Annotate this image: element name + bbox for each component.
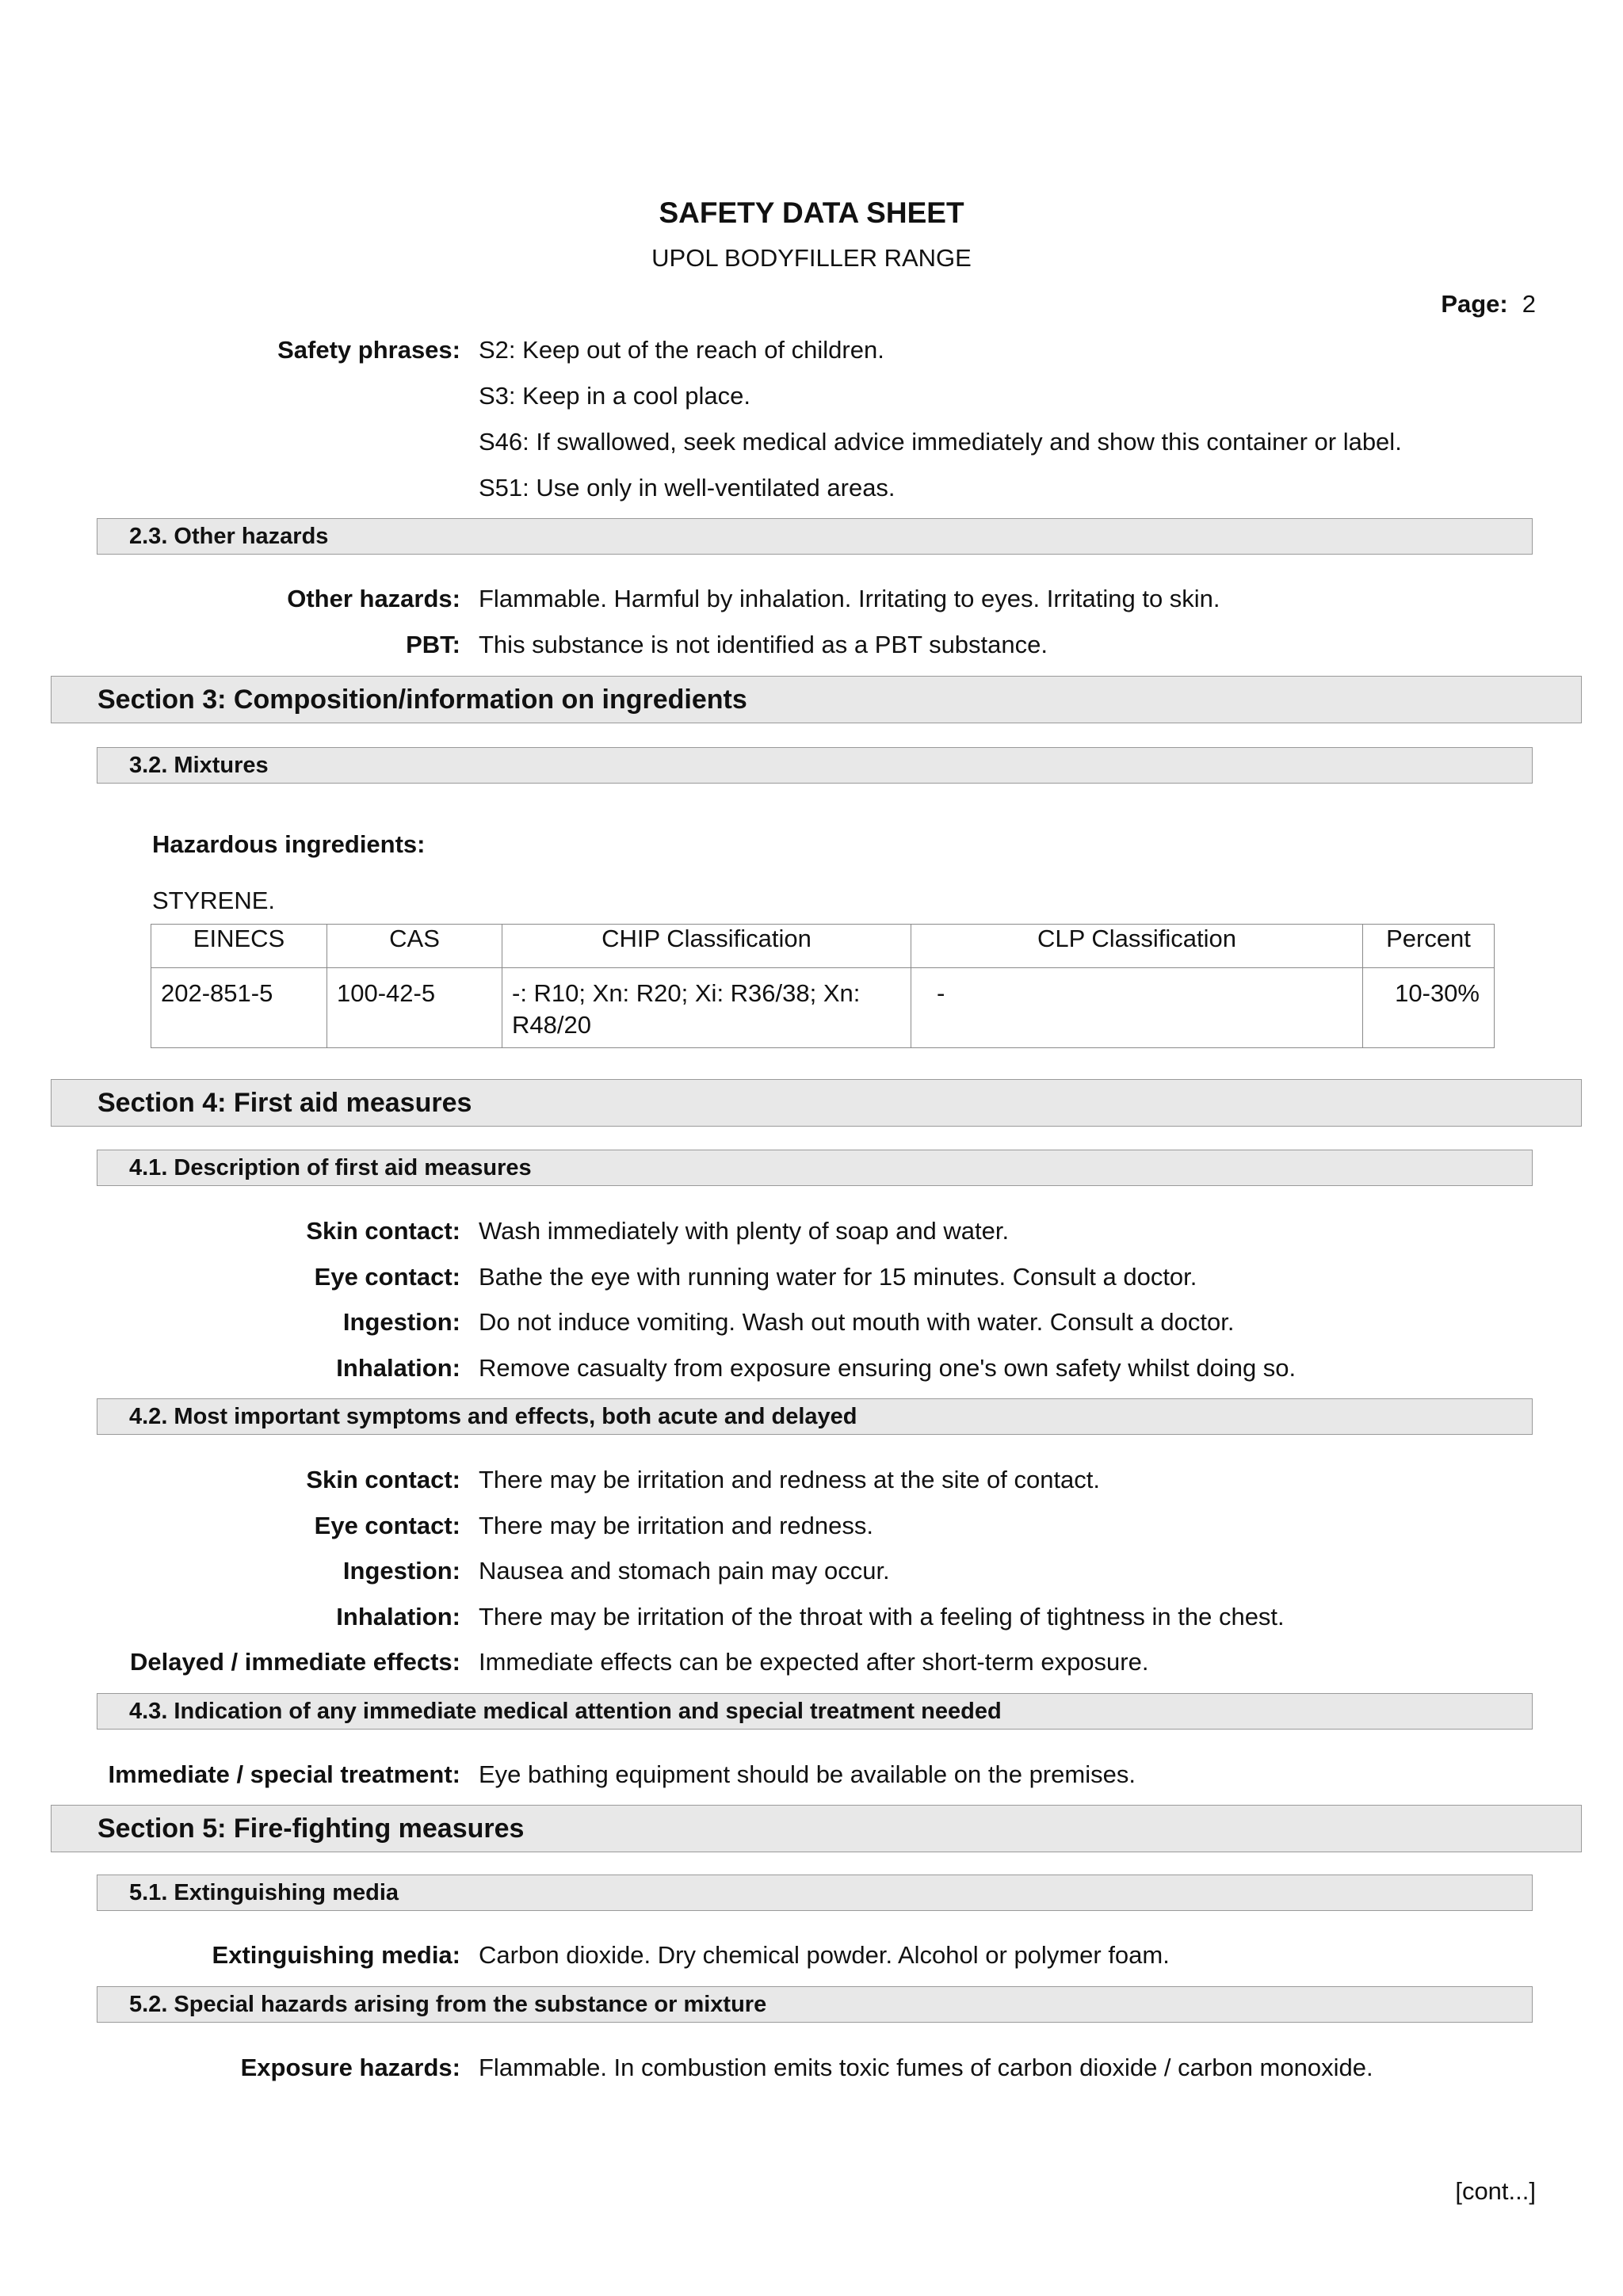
ingredient-name: STYRENE.: [152, 887, 276, 914]
ingredients-table: [151, 924, 1495, 1048]
field-row: [0, 1760, 1623, 1795]
subsection-heading-5-1: 5.1. Extinguishing media: [97, 1875, 1533, 1911]
field-row: [0, 1941, 1623, 1976]
field-value: Bathe the eye with running water for 15 minutes. Consult a doctor.: [479, 1263, 1197, 1291]
field-row: [0, 1308, 1623, 1343]
safety-phrase-row: [0, 428, 1623, 463]
continued-marker: [cont...]: [1455, 2177, 1536, 2205]
safety-phrase-row: [0, 336, 1623, 371]
field-label: Delayed / immediate effects:: [130, 1648, 460, 1676]
cell-percent: 10-30%: [1363, 968, 1495, 1048]
field-label: Skin contact:: [306, 1466, 460, 1493]
subsection-heading-4-2: 4.2. Most important symptoms and effects, both acute and delayed: [97, 1398, 1533, 1435]
page-number: 2: [1522, 290, 1536, 318]
field-value: Remove casualty from exposure ensuring one's own safety whilst doing so.: [479, 1354, 1296, 1382]
subsection-heading-4-3: 4.3. Indication of any immediate medical attention and special treatment needed: [97, 1693, 1533, 1730]
field-value: Eye bathing equipment should be available on the premises.: [479, 1760, 1136, 1788]
field-row: [0, 631, 1623, 666]
field-label: Ingestion:: [342, 1308, 460, 1336]
field-value: There may be irritation and redness.: [479, 1512, 873, 1539]
document-title: SAFETY DATA SHEET: [659, 196, 964, 229]
hazardous-ingredients-label: Hazardous ingredients:: [152, 830, 426, 858]
field-value: There may be irritation and redness at the site of contact.: [479, 1466, 1101, 1493]
field-row: [0, 1263, 1623, 1298]
safety-phrase-row: [0, 474, 1623, 509]
field-row: [0, 1217, 1623, 1252]
page-indicator: [1441, 290, 1536, 318]
section-heading-3: Section 3: Composition/information on ingredients: [51, 676, 1582, 723]
field-label: Immediate / special treatment:: [108, 1760, 460, 1788]
field-row: [0, 2054, 1623, 2088]
field-label: Eye contact:: [314, 1263, 460, 1291]
field-row: [0, 1648, 1623, 1683]
field-value: Wash immediately with plenty of soap and water.: [479, 1217, 1010, 1245]
field-row: [0, 585, 1623, 620]
field-row: [0, 1557, 1623, 1592]
cell-einecs: 202-851-5: [151, 968, 327, 1048]
table-row: [151, 968, 1495, 1048]
field-value: Immediate effects can be expected after short-term exposure.: [479, 1648, 1149, 1676]
safety-phrase: S2: Keep out of the reach of children.: [479, 336, 884, 364]
table-header-row: [151, 925, 1495, 968]
subsection-heading-2-3: 2.3. Other hazards: [97, 518, 1533, 555]
field-row: [0, 1466, 1623, 1501]
field-row: [0, 1512, 1623, 1547]
column-header-cas: CAS: [327, 925, 502, 968]
document-subtitle: UPOL BODYFILLER RANGE: [651, 244, 972, 272]
column-header-einecs: EINECS: [151, 925, 327, 968]
page-label: Page:: [1441, 290, 1508, 318]
field-value: Do not induce vomiting. Wash out mouth with water. Consult a doctor.: [479, 1308, 1235, 1336]
safety-phrase: S51: Use only in well-ventilated areas.: [479, 474, 896, 502]
field-label: Skin contact:: [306, 1217, 460, 1245]
field-label: Exposure hazards:: [240, 2054, 460, 2081]
field-label: Other hazards:: [287, 585, 460, 612]
column-header-chip: CHIP Classification: [502, 925, 911, 968]
field-value: Carbon dioxide. Dry chemical powder. Alcohol or polymer foam.: [479, 1941, 1170, 1969]
field-label: Ingestion:: [342, 1557, 460, 1585]
safety-phrases-label: Safety phrases:: [277, 336, 460, 364]
field-label: PBT:: [406, 631, 460, 658]
field-value: There may be irritation of the throat with a feeling of tightness in the chest.: [479, 1603, 1285, 1630]
field-row: [0, 1603, 1623, 1638]
safety-phrase: S46: If swallowed, seek medical advice immediately and show this container or label.: [479, 428, 1402, 456]
section-heading-5: Section 5: Fire-fighting measures: [51, 1805, 1582, 1852]
subsection-heading-5-2: 5.2. Special hazards arising from the substance or mixture: [97, 1986, 1533, 2023]
field-row: [0, 1354, 1623, 1389]
field-value: Flammable. Harmful by inhalation. Irritating to eyes. Irritating to skin.: [479, 585, 1220, 612]
field-label: Inhalation:: [336, 1603, 460, 1630]
cell-clp: -: [911, 968, 1363, 1048]
cell-chip: -: R10; Xn: R20; Xi: R36/38; Xn: R48/20: [502, 968, 911, 1048]
cell-cas: 100-42-5: [327, 968, 502, 1048]
column-header-clp: CLP Classification: [911, 925, 1363, 968]
column-header-percent: Percent: [1363, 925, 1495, 968]
section-heading-4: Section 4: First aid measures: [51, 1079, 1582, 1127]
field-value: Nausea and stomach pain may occur.: [479, 1557, 890, 1585]
subsection-heading-4-1: 4.1. Description of first aid measures: [97, 1150, 1533, 1186]
safety-phrase: S3: Keep in a cool place.: [479, 382, 750, 410]
field-label: Eye contact:: [314, 1512, 460, 1539]
subsection-heading-3-2: 3.2. Mixtures: [97, 747, 1533, 784]
safety-phrase-row: [0, 382, 1623, 417]
field-label: Extinguishing media:: [212, 1941, 460, 1969]
field-value: This substance is not identified as a PBT substance.: [479, 631, 1048, 658]
field-label: Inhalation:: [336, 1354, 460, 1382]
field-value: Flammable. In combustion emits toxic fumes of carbon dioxide / carbon monoxide.: [479, 2054, 1373, 2081]
